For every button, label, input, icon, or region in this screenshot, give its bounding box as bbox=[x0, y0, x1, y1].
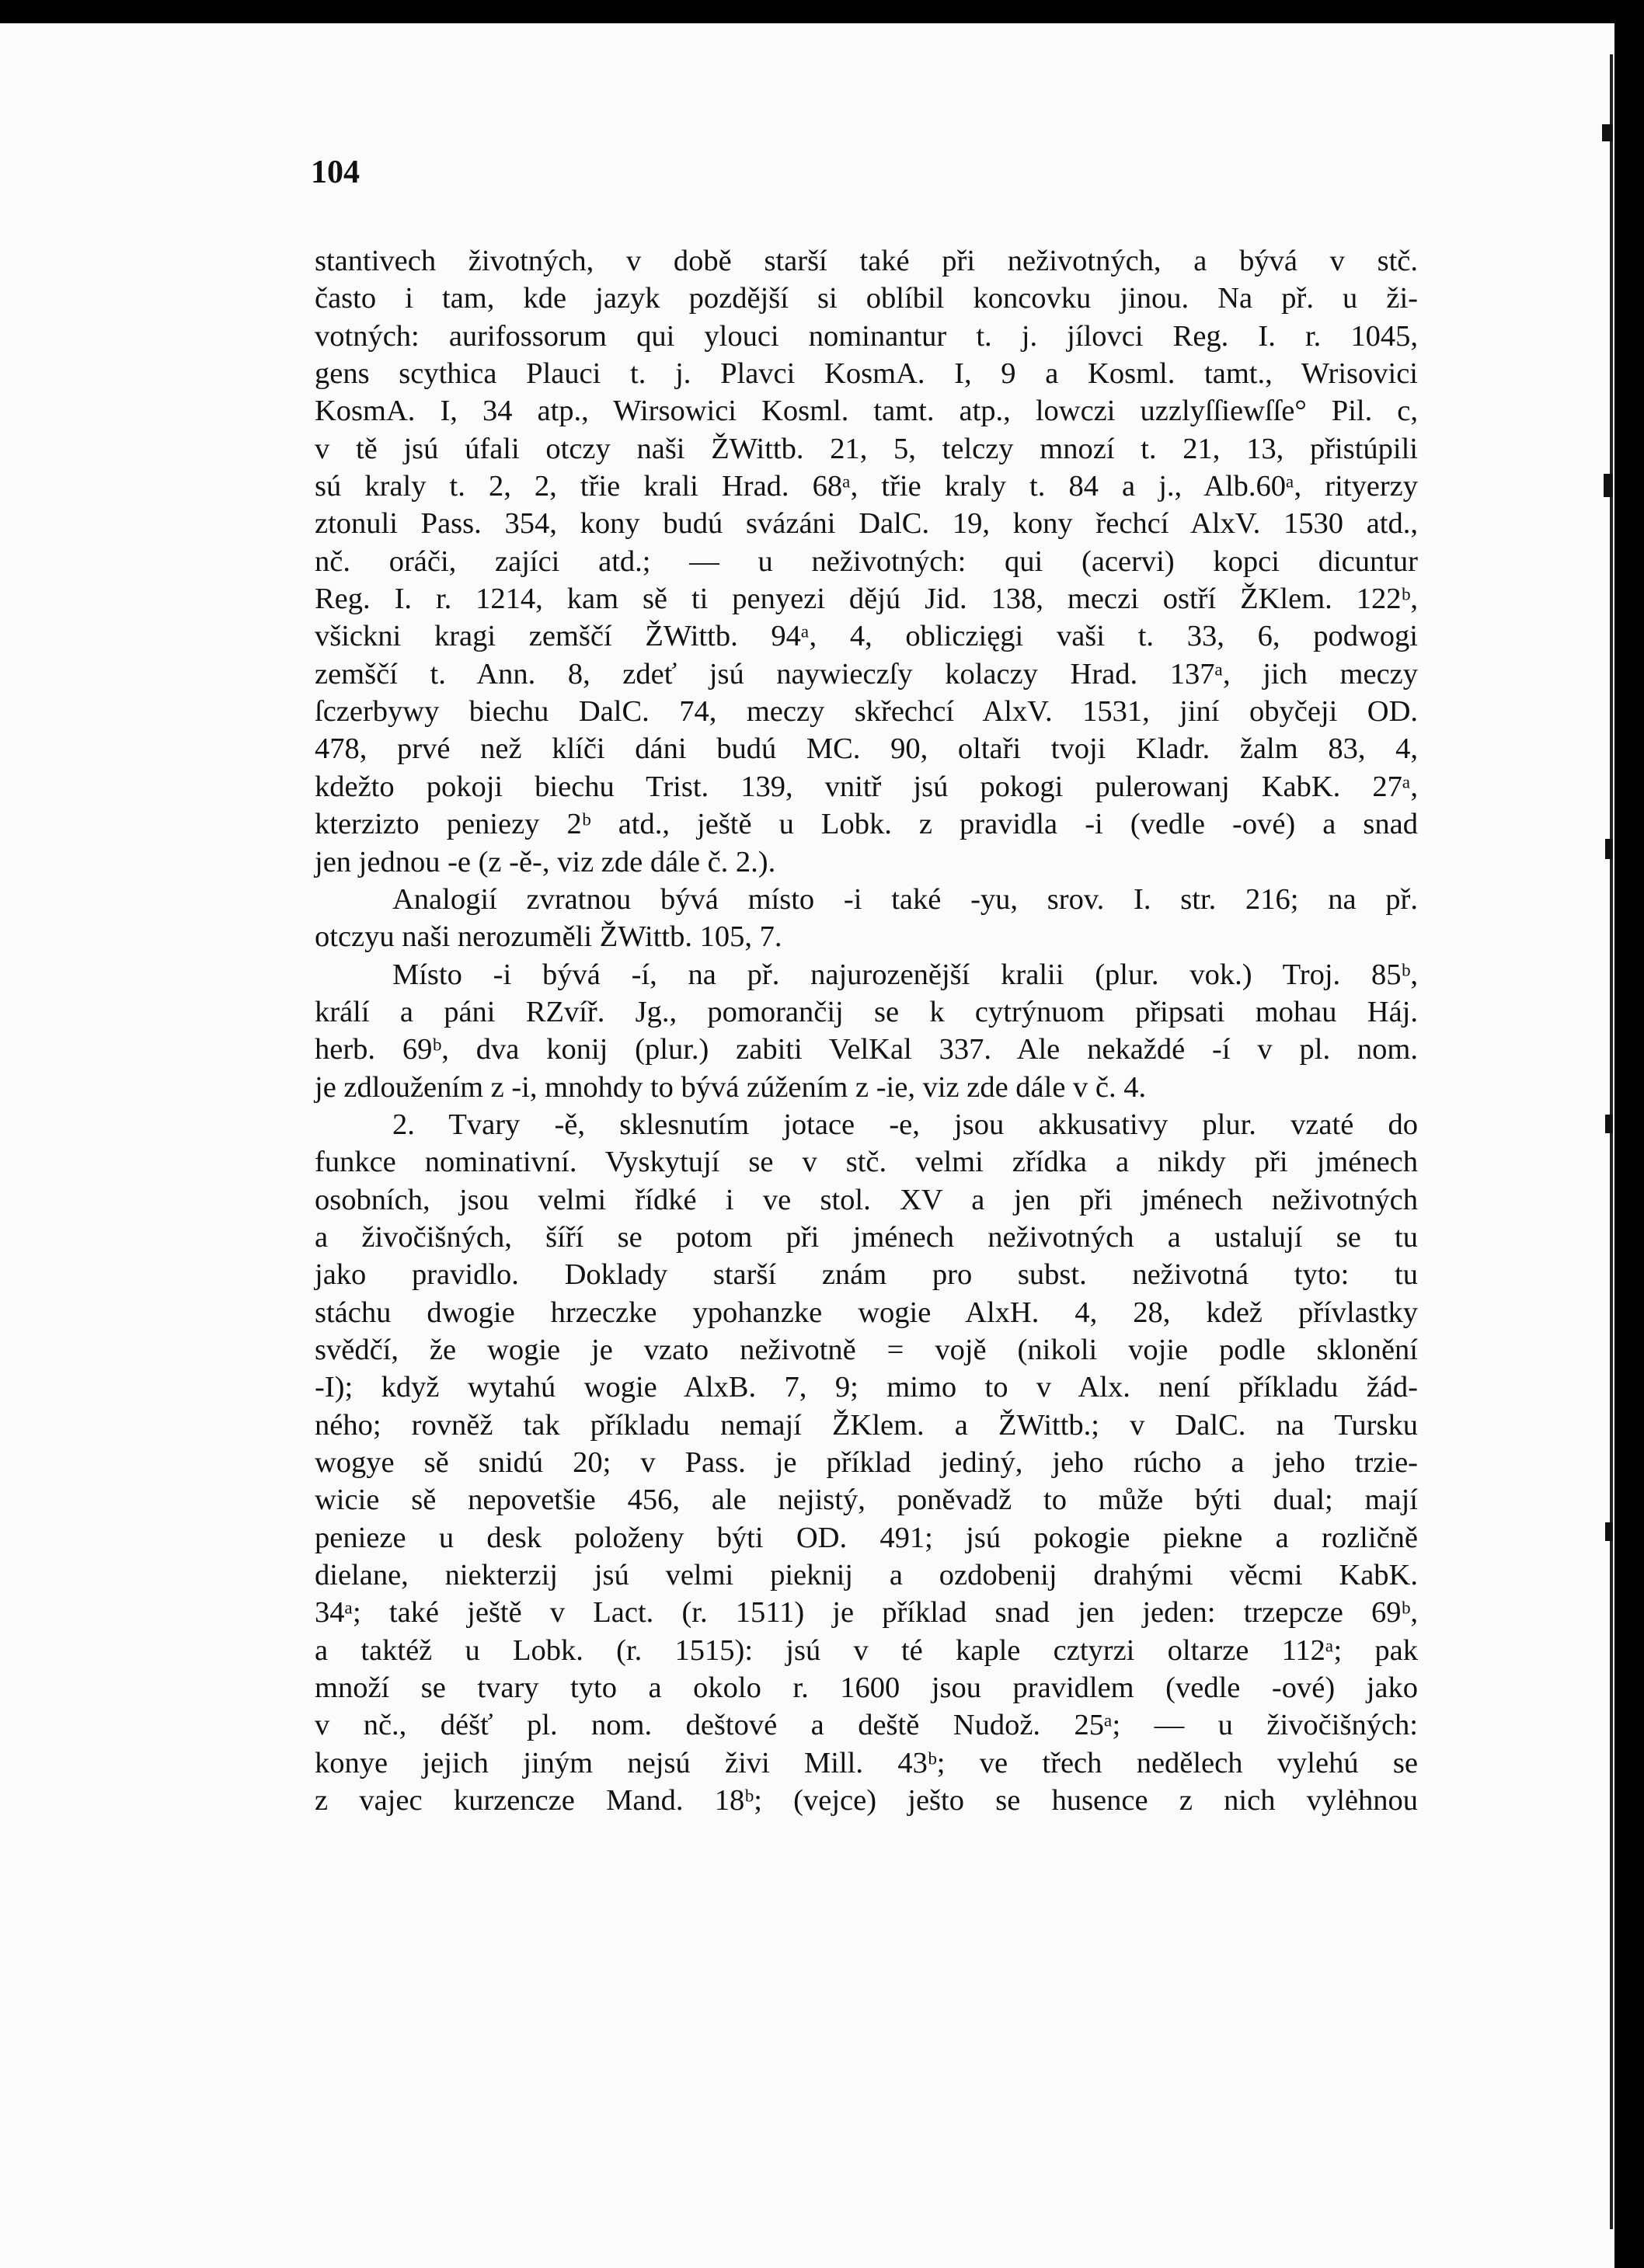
text-line: v tě jsú úfali otczy naši ŽWittb. 21, 5, telczy mnozí t. 21, 13, přistúpili bbox=[315, 432, 1418, 465]
text-line: ztonuli Pass. 354, kony budú svázáni DalC. 19, kony řechcí AlxV. 1530 atd., bbox=[315, 507, 1418, 541]
edge-mark bbox=[1605, 1115, 1613, 1133]
page-edge-line bbox=[1610, 54, 1613, 2229]
text-line: stáchu dwogie hrzeczke ypohanzke wogie AlxH. 4, 28, kdež přívlastky bbox=[315, 1296, 1418, 1329]
text-line: sú kraly t. 2, 2, třie krali Hrad. 68ᵃ, třie kraly t. 84 a j., Alb.60ᵃ, rityerzy bbox=[315, 470, 1418, 503]
text-line: votných: aurifossorum qui ylouci nominantur t. j. jílovci Reg. I. r. 1045, bbox=[315, 319, 1418, 353]
edge-mark bbox=[1605, 839, 1613, 859]
text-line: Místo -i bývá -í, na př. najurozenější kralii (plur. vok.) Troj. 85ᵇ, bbox=[392, 958, 1418, 991]
text-line: králí a páni RZvíř. Jg., pomorančij se k cytrýnuom připsati mohau Háj. bbox=[315, 995, 1418, 1028]
text-line: KosmA. I, 34 atp., Wirsowici Kosml. tamt. atp., lowczi uzzlyſſiewſſe° Pil. c, bbox=[315, 395, 1418, 428]
text-line: otczyu naši nerozuměli ŽWittb. 105, 7. bbox=[315, 920, 782, 954]
text-line: v nč., déšť pl. nom. deštové a deště Nudož. 25ᵃ; — u živočišných: bbox=[315, 1709, 1418, 1742]
text-line: zemščí t. Ann. 8, zdeť jsú naywieczſy kolaczy Hrad. 137ᵃ, jich meczy bbox=[315, 657, 1418, 690]
text-line: wogye sě snidú 20; v Pass. je příklad jediný, jeho rúcho a jeho trzie- bbox=[315, 1446, 1418, 1479]
text-line: 2. Tvary -ě, sklesnutím jotace -e, jsou akkusativy plur. vzaté do bbox=[392, 1108, 1418, 1141]
text-line: ſczerbywy biechu DalC. 74, meczy skřechcí AlxV. 1531, jiní obyčeji OD. bbox=[315, 695, 1418, 729]
text-line: často i tam, kde jazyk pozdější si oblíbil koncovku jinou. Na př. u ži- bbox=[315, 282, 1418, 315]
text-line: 34ᵃ; také ještě v Lact. (r. 1511) je příklad snad jen jeden: trzepcze 69ᵇ, bbox=[315, 1596, 1418, 1630]
text-line: dielane, niekterzij jsú velmi pieknij a ozdobenij drahými věcmi KabK. bbox=[315, 1559, 1418, 1592]
text-line: z vajec kurzencze Mand. 18ᵇ; (vejce) ješto se husence z nich vylėhnou bbox=[315, 1784, 1418, 1818]
text-line: 478, prvé než klíči dáni budú MC. 90, oltaři tvoji Kladr. žalm 83, 4, bbox=[315, 732, 1418, 766]
text-line: nč. oráči, zajíci atd.; — u neživotných: qui (acervi) kopci dicuntur bbox=[315, 544, 1418, 578]
text-line: a taktéž u Lobk. (r. 1515): jsú v té kaple cztyrzi oltarze 112ᵃ; pak bbox=[315, 1633, 1418, 1667]
text-line: -I); když wytahú wogie AlxB. 7, 9; mimo to v Alx. není příkladu žád- bbox=[315, 1371, 1418, 1404]
text-line: jen jednou -e (z -ě-, viz zde dále č. 2.). bbox=[315, 845, 776, 878]
text-line: svědčí, že wogie je vzato neživotně = vojě (nikoli vojie podle sklonění bbox=[315, 1333, 1418, 1366]
text-line: a živočišných, šíří se potom při jménech neživotných a ustalují se tu bbox=[315, 1220, 1418, 1254]
text-line: funkce nominativní. Vyskytují se v stč. velmi zřídka a nikdy při jménech bbox=[315, 1146, 1418, 1179]
text-line: množí se tvary tyto a okolo r. 1600 jsou pravidlem (vedle -ové) jako bbox=[315, 1671, 1418, 1705]
text-line: Reg. I. r. 1214, kam sě ti penyezi dějú Jid. 138, meczi ostří ŽKlem. 122ᵇ, bbox=[315, 583, 1418, 616]
text-line: wicie sě nepovetšie 456, ale nejistý, poněvadž to může býti dual; mají bbox=[315, 1484, 1418, 1517]
text-line: gens scythica Plauci t. j. Plavci KosmA. I, 9 a Kosml. tamt., Wrisovici bbox=[315, 357, 1418, 391]
text-line: kterzizto peniezy 2ᵇ atd., ještě u Lobk. z pravidla -i (vedle -ové) a snad bbox=[315, 808, 1418, 841]
text-line: osobních, jsou velmi řídké i ve stol. XV a jen při jménech neživotných bbox=[315, 1183, 1418, 1216]
text-line: stantivech životných, v době starší také při neživotných, a bývá v stč. bbox=[315, 245, 1418, 277]
body-text bbox=[315, 242, 1418, 1819]
text-line: je zdloužením z -i, mnohdy to bývá zúžením z -ie, viz zde dále v č. 4. bbox=[315, 1070, 1147, 1104]
text-line: kdežto pokoji biechu Trist. 139, vnitř jsú pokogi pulerowanj KabK. 27ᵃ, bbox=[315, 770, 1418, 803]
text-line: všickni kragi zemščí ŽWittb. 94ᵃ, 4, obliczięgi vaši t. 33, 6, podwogi bbox=[315, 620, 1418, 653]
text-line: Analogií zvratnou bývá místo -i také -yu, srov. I. str. 216; na př. bbox=[392, 882, 1418, 916]
edge-mark bbox=[1604, 474, 1613, 497]
text-line: penieze u desk položeny býti OD. 491; jsú pokogie piekne a rozličně bbox=[315, 1521, 1418, 1554]
edge-mark bbox=[1602, 124, 1613, 141]
text-line: herb. 69ᵇ, dva konij (plur.) zabiti VelKal 337. Ale nekaždé -í v pl. nom. bbox=[315, 1033, 1418, 1066]
edge-mark bbox=[1605, 1522, 1613, 1541]
text-line: konye jejich jiným nejsú živi Mill. 43ᵇ; ve třech nedělech vylehú se bbox=[315, 1746, 1418, 1779]
page-number: 104 bbox=[311, 155, 360, 190]
text-line: ného; rovněž tak příkladu nemají ŽKlem. a ŽWittb.; v DalC. na Tursku bbox=[315, 1408, 1418, 1442]
text-line: jako pravidlo. Doklady starší znám pro subst. neživotná tyto: tu bbox=[315, 1258, 1418, 1292]
